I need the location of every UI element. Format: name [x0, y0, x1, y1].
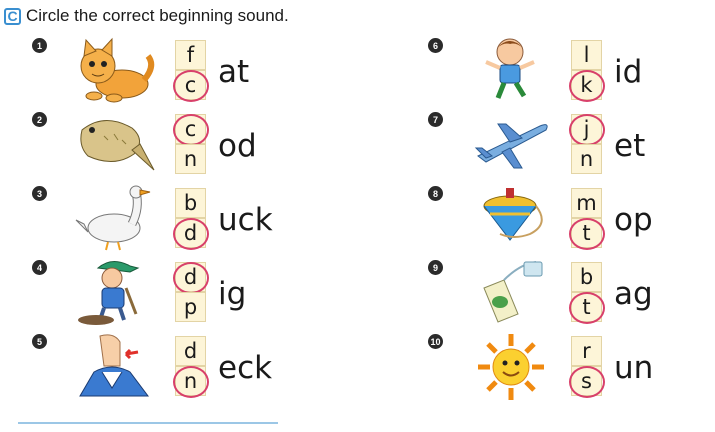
item-number: 10: [428, 334, 443, 349]
neck-picture: [74, 332, 156, 402]
item-number: 9: [428, 260, 443, 275]
letter-option-top[interactable]: f: [175, 40, 206, 70]
word-ending: at: [218, 54, 250, 90]
item-number: 4: [32, 260, 47, 275]
exercise-item-9: [428, 258, 715, 332]
letter-option-bottom-circled[interactable]: c: [175, 70, 206, 100]
exercise-header: [4, 3, 289, 29]
exercise-item-1: [32, 36, 362, 110]
item-number: 6: [428, 38, 443, 53]
exercise-item-10: [428, 332, 715, 406]
letter-option-bottom[interactable]: p: [175, 292, 206, 322]
letter-option-bottom-circled[interactable]: t: [571, 292, 602, 322]
word-ending: od: [218, 128, 257, 164]
jet-picture: [470, 110, 552, 180]
duck-picture: [74, 184, 156, 254]
letter-option-bottom-circled[interactable]: n: [175, 366, 206, 396]
exercise-item-8: [428, 184, 715, 258]
item-number: 1: [32, 38, 47, 53]
letter-option-top[interactable]: r: [571, 336, 602, 366]
letter-option-top[interactable]: d: [175, 336, 206, 366]
item-number: 7: [428, 112, 443, 127]
word-ending: un: [614, 350, 654, 386]
letter-option-top[interactable]: m: [571, 188, 602, 218]
letter-option-top[interactable]: b: [175, 188, 206, 218]
word-ending: eck: [218, 350, 273, 386]
tag-picture: [470, 258, 552, 328]
letter-option-bottom-circled[interactable]: k: [571, 70, 602, 100]
letter-option-top-circled[interactable]: d: [175, 262, 206, 292]
section-badge: C: [4, 8, 21, 25]
item-number: 3: [32, 186, 47, 201]
letter-option-top-circled[interactable]: c: [175, 114, 206, 144]
instruction-text: Circle the correct beginning sound.: [26, 6, 289, 25]
letter-option-bottom[interactable]: n: [571, 144, 602, 174]
letter-option-top-circled[interactable]: j: [571, 114, 602, 144]
word-ending: op: [614, 202, 653, 238]
item-number: 2: [32, 112, 47, 127]
cat-picture: [74, 36, 156, 106]
item-number: 8: [428, 186, 443, 201]
exercise-item-3: [32, 184, 362, 258]
sun-picture: [470, 332, 552, 402]
exercise-item-4: [32, 258, 362, 332]
cod-fish-picture: [74, 110, 156, 180]
word-ending: ig: [218, 276, 247, 312]
word-ending: et: [614, 128, 646, 164]
word-ending: id: [614, 54, 643, 90]
word-ending: ag: [614, 276, 653, 312]
letter-option-bottom[interactable]: n: [175, 144, 206, 174]
word-ending: uck: [218, 202, 273, 238]
next-section-divider: [18, 422, 278, 432]
kid-picture: [470, 36, 552, 106]
exercise-item-2: [32, 110, 362, 184]
letter-option-bottom-circled[interactable]: t: [571, 218, 602, 248]
exercise-item-7: [428, 110, 715, 184]
letter-option-bottom-circled[interactable]: d: [175, 218, 206, 248]
letter-option-top[interactable]: b: [571, 262, 602, 292]
boy-digging-picture: [74, 258, 156, 328]
exercise-item-6: [428, 36, 715, 110]
exercise-item-5: [32, 332, 362, 406]
letter-option-top[interactable]: l: [571, 40, 602, 70]
letter-option-bottom-circled[interactable]: s: [571, 366, 602, 396]
spinning-top-picture: [470, 184, 552, 254]
item-number: 5: [32, 334, 47, 349]
